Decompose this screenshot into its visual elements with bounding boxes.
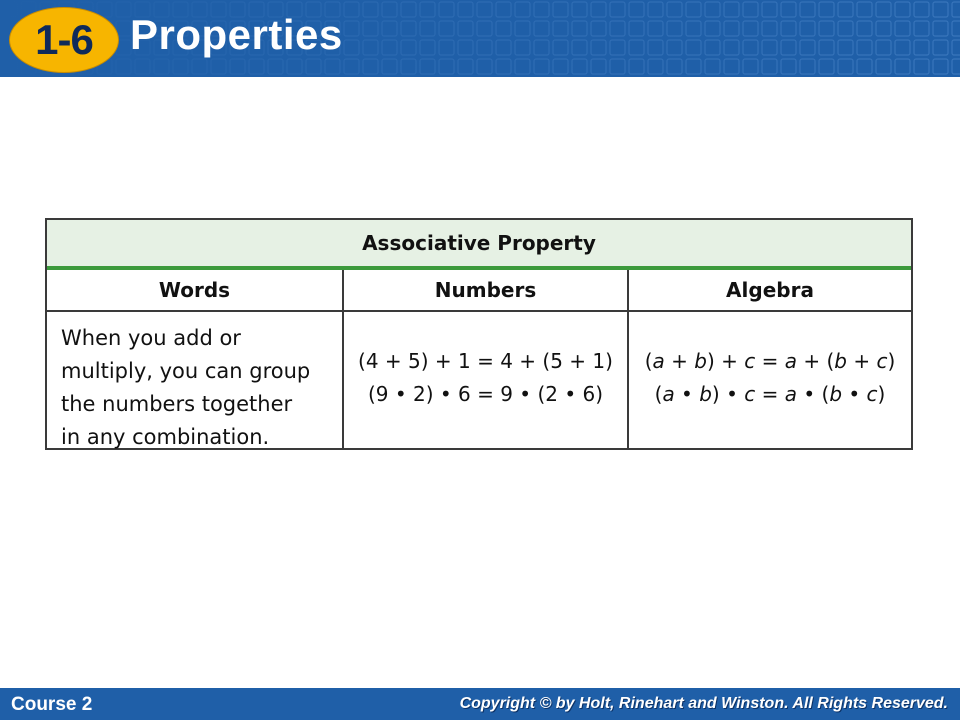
numbers-cell xyxy=(344,312,629,448)
property-table xyxy=(45,218,913,450)
algebra-cell xyxy=(629,312,911,448)
table-row xyxy=(47,312,911,448)
header-bar xyxy=(0,0,960,77)
numbers-multiplication-example: (9 • 2) • 6 = 9 • (2 • 6) xyxy=(367,382,604,406)
lesson-title: Properties xyxy=(130,11,343,58)
algebra-addition-rule: (a + b) + c = a + (b + c) xyxy=(644,349,896,373)
words-line: in any combination. xyxy=(61,425,270,449)
numbers-addition-example: (4 + 5) + 1 = 4 + (5 + 1) xyxy=(358,349,613,373)
table-header-row xyxy=(47,270,911,312)
words-line: the numbers together xyxy=(61,392,293,416)
lesson-number: 1-6 xyxy=(35,16,93,63)
lesson-badge xyxy=(9,7,119,73)
table-title: Associative Property xyxy=(362,231,596,255)
words-cell xyxy=(47,312,344,448)
course-label: Course 2 xyxy=(11,694,93,715)
column-header-numbers: Numbers xyxy=(344,270,629,310)
column-header-algebra: Algebra xyxy=(726,278,814,302)
words-line: When you add or xyxy=(61,326,241,350)
copyright-notice: Copyright © by Holt, Rinehart and Winston. All Rights Reserved. xyxy=(459,695,948,712)
table-title-row xyxy=(47,220,911,270)
algebra-multiplication-rule: (a • b) • c = a • (b • c) xyxy=(654,382,886,406)
words-line: multiply, you can group xyxy=(61,359,311,383)
footer-bar xyxy=(0,688,960,720)
column-header-words: Words xyxy=(47,270,344,310)
